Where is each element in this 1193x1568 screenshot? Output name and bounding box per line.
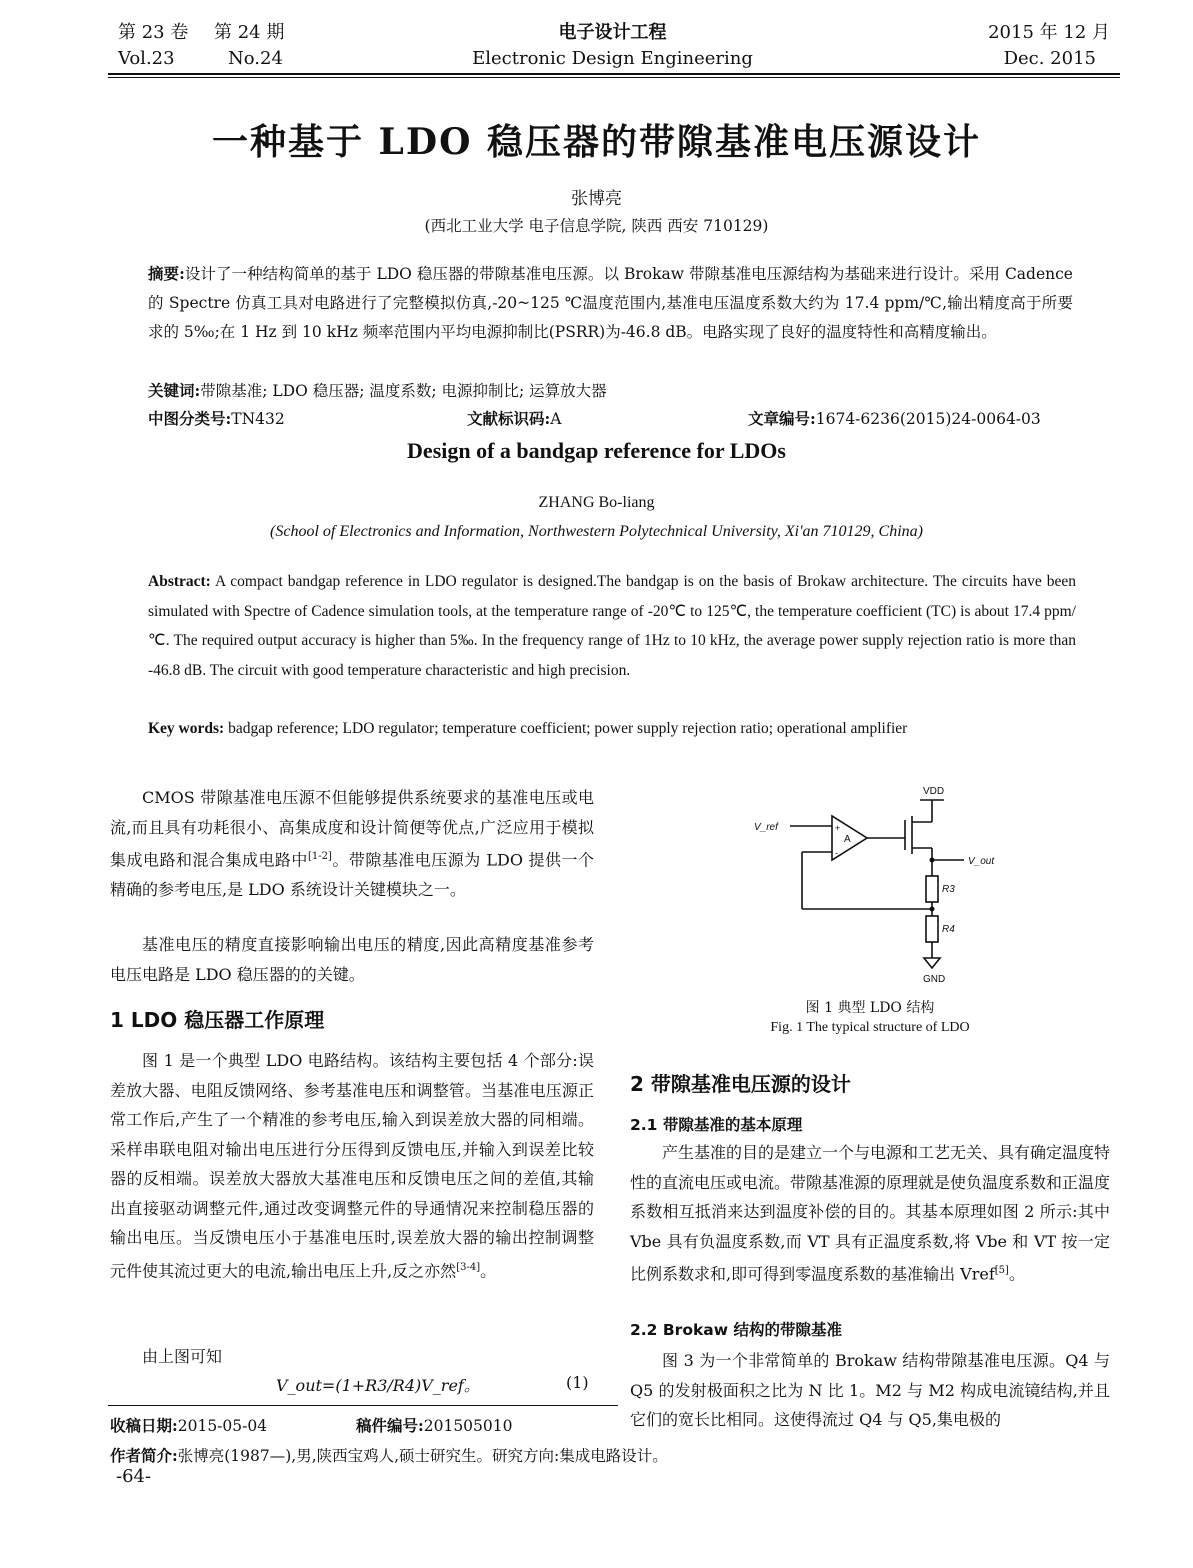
issue-cn: 第 24 期 <box>214 22 285 43</box>
header-rule-thick <box>108 73 1120 75</box>
article-number <box>748 407 1041 429</box>
keywords-cn-label: 关键词: <box>148 381 201 400</box>
section-2-heading: 2 带隙基准电压源的设计 <box>630 1072 851 1096</box>
header-rule-thin <box>108 77 1120 78</box>
vout-label: V_out <box>968 856 995 867</box>
section-1-paragraph: 图 1 是一个典型 LDO 电路结构。该结构主要包括 4 个部分:误差放大器、电阻反馈网络、参考基准电压和调整管。当基准电压源正常工作后,产生了一个精准的参考电压,输入到误差放大器的同相端。采样串联电阻对输出电压进行分压得到反馈电压,并输入到误差比较器的反相端。误差放大器放大基准电压和反馈电压之间的差值,其输出直接驱动调整元件,通过改变调整元件的导通情况来控制稳压器的输出电压。当反馈电压小于基准电压时,误差放大器的输出控制调整元件使其流过更大的电流,输出电压上升,反之亦然[3-4]。 <box>110 1051 594 1280</box>
clc-number <box>148 407 285 429</box>
art-label: 文章编号: <box>748 409 816 428</box>
abstract-en-text: A compact bandgap reference in LDO regulator is designed.The bandgap is on the basis of Brokaw architecture. The circuits have been simulated with Spectre of Cadence simulation tools, at the temperature range of -20℃ to 125℃, the temperature coefficient (TC) is about 17.4 ppm/℃. The required output accuracy is higher than 5‰. In the frequency range of 1Hz to 10 kHz, the average power supply rejection ratio is more than -46.8 dB. The circuit with good temperature characteristic and high precision. <box>148 573 1076 679</box>
equation-1-number: (1) <box>566 1373 589 1392</box>
vdd-label: VDD <box>923 786 945 797</box>
abstract-cn-text: 设计了一种结构简单的基于 LDO 稳压器的带隙基准电压源。以 Brokaw 带隙基准电压源结构为基础来进行设计。采用 Cadence 的 Spectre 仿真工具对电路进行了完整模拟仿真,-20~125 ℃温度范围内,基准电压温度系数大约为 17.4 ppm/℃,输出精度高于所要求的 5‰;在 1 Hz 到 10 kHz 频率范围内平均电源抑制比(PSRR)为-46.8 dB。电路实现了良好的温度特性和高精度输出。 <box>148 265 1073 341</box>
subsection-2-2-heading: 2.2 Brokaw 结构的带隙基准 <box>630 1321 842 1339</box>
r3-label: R3 <box>942 884 955 895</box>
keywords-cn-text: 带隙基准; LDO 稳压器; 温度系数; 电源抑制比; 运算放大器 <box>200 382 607 400</box>
citation-3-4: [3-4] <box>456 1261 481 1273</box>
journal-name-cn: 电子设计工程 <box>558 22 667 43</box>
ground-symbol <box>924 958 940 968</box>
document-code <box>467 407 561 429</box>
intro-paragraph-2: 基准电压的精度直接影响输出电压的精度,因此高精度基准参考电压电路是 LDO 稳压器的的关键。 <box>110 935 594 984</box>
affiliation-cn: (西北工业大学 电子信息学院, 陕西 西安 710129) <box>424 217 769 235</box>
keywords-en-text: badgap reference; LDO regulator; temperature coefficient; power supply rejection ratio; operational amplifier <box>224 720 908 737</box>
author-en: ZHANG Bo-liang <box>538 494 655 511</box>
page-number: -64- <box>116 1466 152 1487</box>
date-en: Dec. 2015 <box>1003 48 1096 69</box>
doc-value: A <box>550 410 562 428</box>
art-value: 1674-6236(2015)24-0064-03 <box>815 410 1041 428</box>
affiliation-en: (School of Electronics and Information, Northwestern Polytechnical University, Xi'an 710129, China) <box>270 523 923 540</box>
abstract-cn <box>148 259 1073 347</box>
gnd-label: GND <box>923 974 946 985</box>
article-title-en: Design of a bandgap reference for LDOs <box>407 438 786 463</box>
subsection-2-1-heading: 2.1 带隙基准的基本原理 <box>630 1116 803 1134</box>
resistor-r4 <box>926 916 938 942</box>
doc-label: 文献标识码: <box>467 409 551 428</box>
volume-cn: 第 23 卷 <box>118 22 189 43</box>
resistor-r3 <box>926 876 938 902</box>
received-date: 收稿日期:2015-05-04 <box>110 1416 268 1435</box>
clc-value: TN432 <box>231 410 285 428</box>
abstract-cn-label: 摘要: <box>148 264 185 283</box>
equation-1: V_out=(1+R3/R4)V_ref。 <box>276 1376 480 1395</box>
author-cn: 张博亮 <box>571 189 622 209</box>
citation-1-2: [1-2] <box>307 851 332 862</box>
date-cn: 2015 年 12 月 <box>988 22 1110 43</box>
vref-label: V_ref <box>754 822 778 833</box>
section-1-paragraph-2: 由上图可知 <box>142 1347 223 1366</box>
figure-1-ldo-schematic <box>740 780 1000 990</box>
footnote-rule <box>108 1405 618 1406</box>
amp-plus-label: + <box>835 823 841 833</box>
article-title-cn: 一种基于 LDO 稳压器的带隙基准电压源设计 <box>212 121 981 163</box>
keywords-en-label: Key words: <box>148 720 225 737</box>
keywords-en <box>148 714 1076 744</box>
figure-1-caption-en: Fig. 1 The typical structure of LDO <box>770 1020 970 1035</box>
citation-5: [5] <box>994 1265 1009 1276</box>
abstract-en <box>148 567 1076 685</box>
section-1-heading: 1 LDO 稳压器工作原理 <box>110 1008 325 1032</box>
manuscript-number: 稿件编号:201505010 <box>356 1416 513 1435</box>
figure-1-caption-cn: 图 1 典型 LDO 结构 <box>805 1000 935 1016</box>
r4-label: R4 <box>942 924 955 935</box>
intro-paragraph-1: CMOS 带隙基准电压源不但能够提供系统要求的基准电压或电流,而且具有功耗很小、高集成度和设计简便等优点,广泛应用于模拟集成电路和混合集成电路中[1-2]。带隙基准电压源为 LDO 提供一个精确的参考电压,是 LDO 系统设计关键模块之一。 <box>110 788 594 899</box>
keywords-cn <box>148 376 1073 406</box>
author-bio: 作者简介:张博亮(1987—),男,陕西宝鸡人,硕士研究生。研究方向:集成电路设计。 <box>110 1446 668 1465</box>
issue-en: No.24 <box>228 48 283 69</box>
journal-name-en: Electronic Design Engineering <box>472 48 753 69</box>
subsection-2-2-paragraph: 图 3 为一个非常简单的 Brokaw 结构带隙基准电压源。Q4 与 Q5 的发射极面积之比为 N 比 1。M2 与 M2 构成电流镜结构,并且它们的宽长比相同。这使得流过 Q4 与 Q5,集电极的 <box>630 1351 1110 1429</box>
abstract-en-label: Abstract: <box>148 573 211 590</box>
volume-en: Vol.23 <box>118 48 175 69</box>
amp-label: A <box>844 834 851 845</box>
clc-label: 中图分类号: <box>148 409 232 428</box>
subsection-2-1-paragraph: 产生基准的目的是建立一个与电源和工艺无关、具有确定温度特性的直流电压或电流。带隙基准源的原理就是使负温度系数和正温度系数相互抵消来达到温度补偿的目的。其基本原理如图 2 所示:其中 Vbe 具有负温度系数,而 VT 具有正温度系数,将 Vbe 和 VT 按一定比例系数求和,即可得到零温度系数的基准输出 Vref[5]。 <box>630 1143 1111 1284</box>
amp-minus-label: - <box>835 848 838 858</box>
